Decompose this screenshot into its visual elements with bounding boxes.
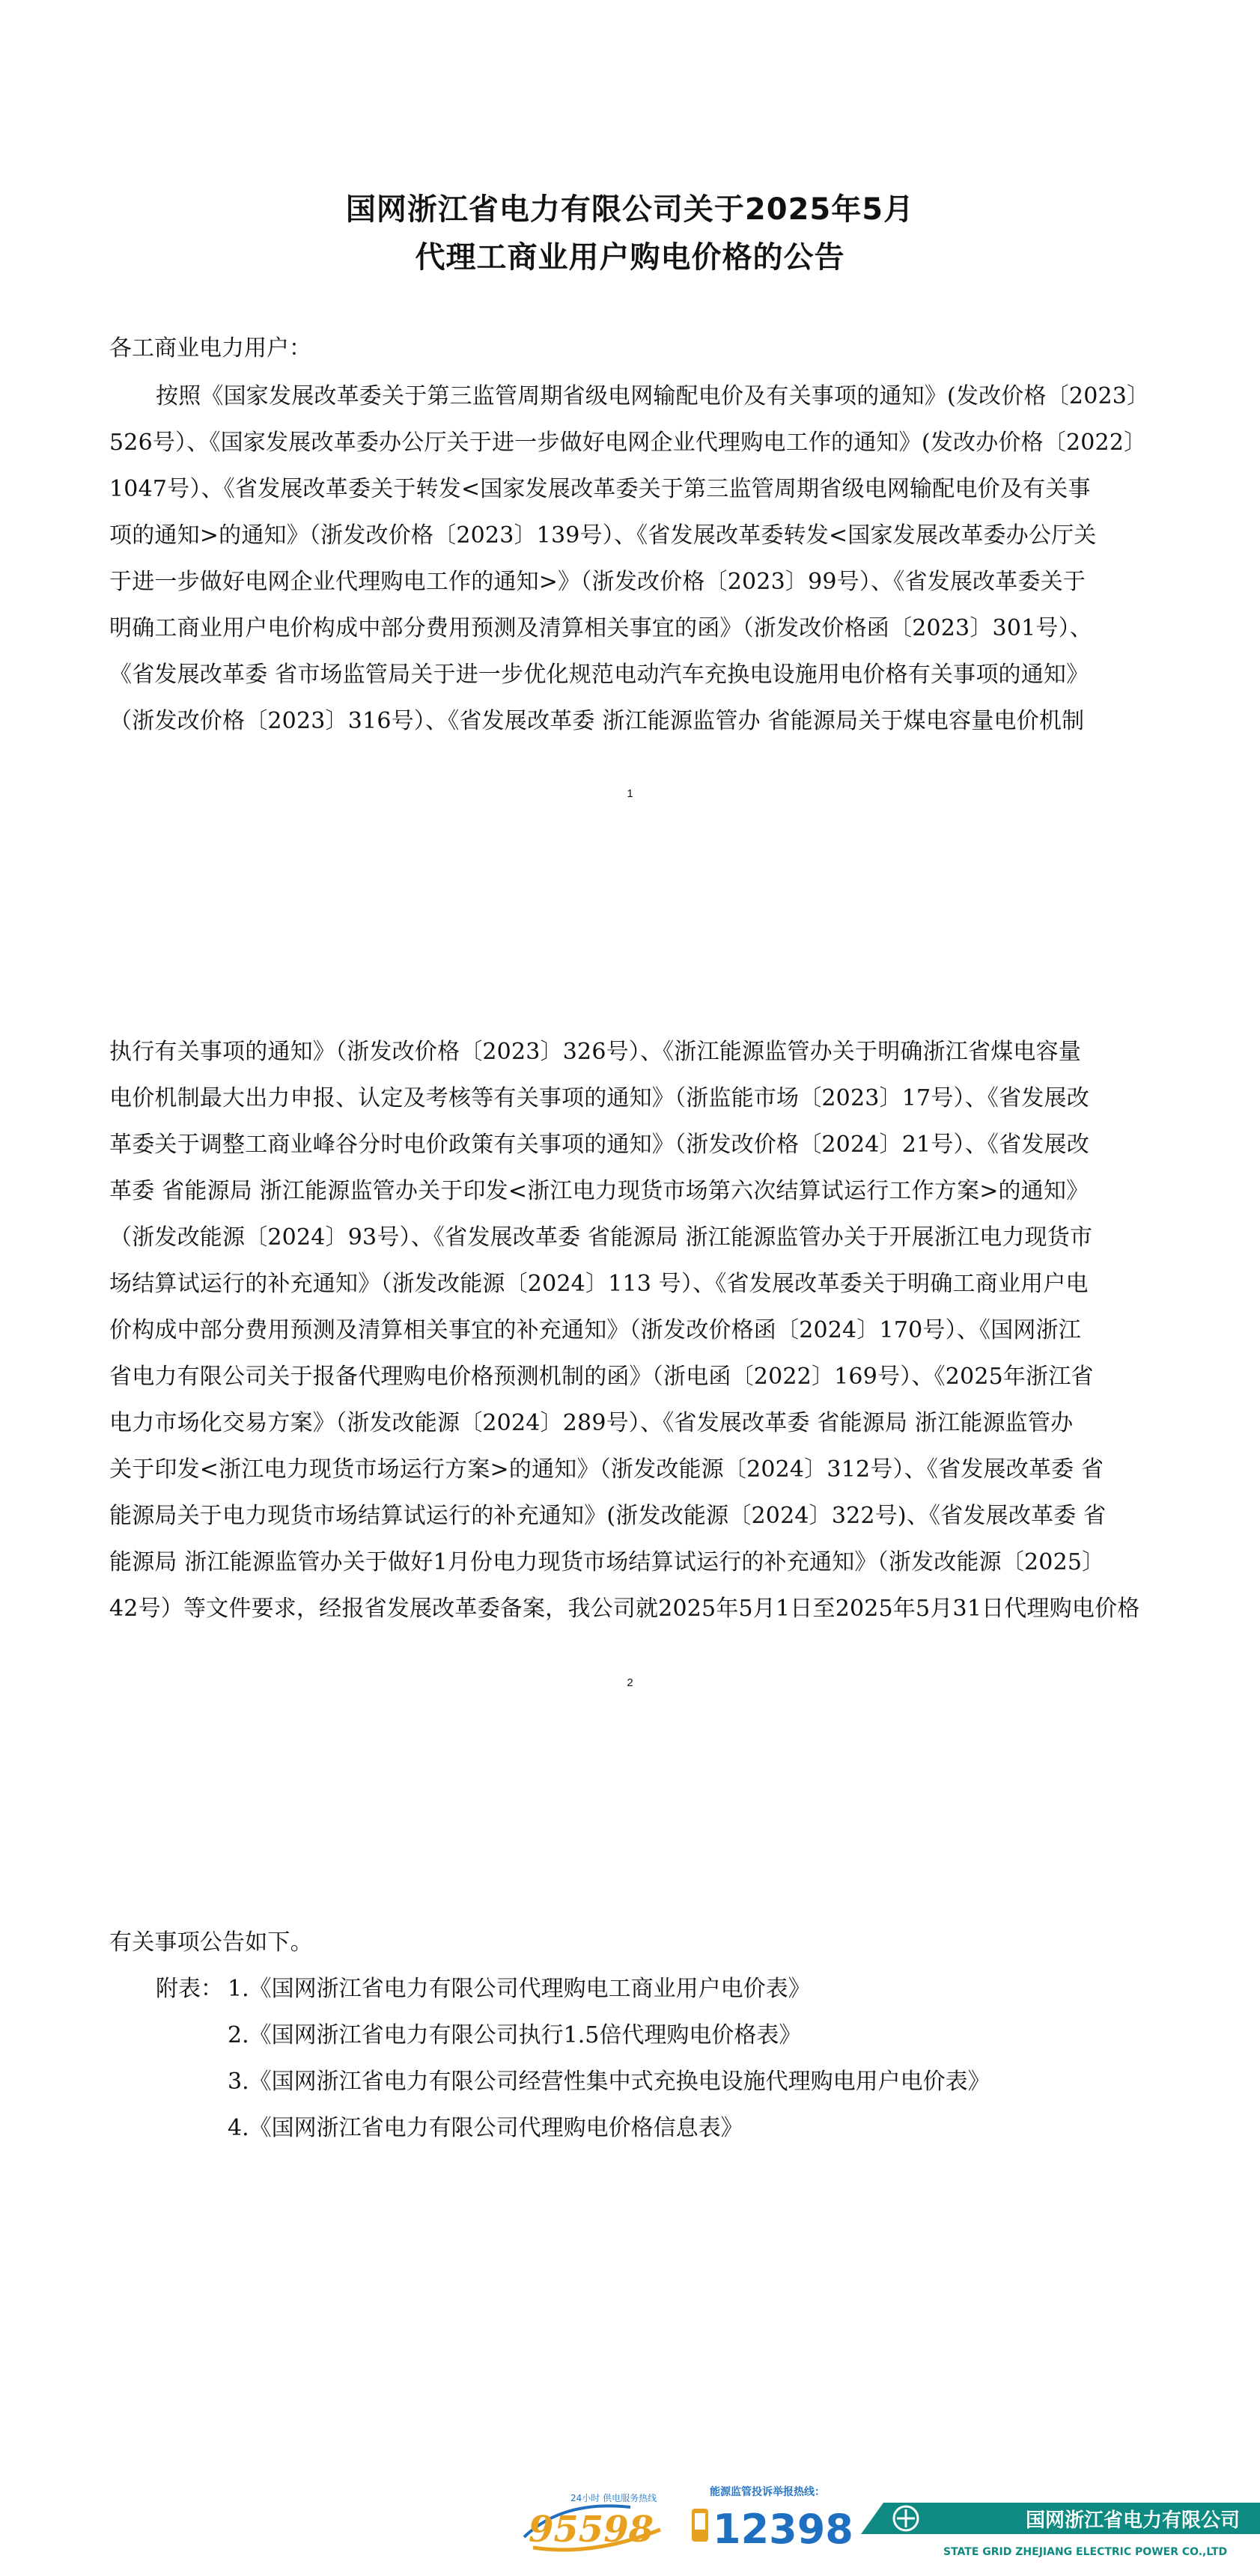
body-line: 革委 省能源局 浙江能源监管办关于印发<浙江电力现货市场第六次结算试运行工作方案>的通知》 (109, 1178, 1089, 1204)
body-line: 电价机制最大出力申报、认定及考核等有关事项的通知》（浙监能市场〔2023〕17号）、《省发展改 (109, 1085, 1089, 1111)
document-title-line-1: 国网浙江省电力有限公司关于2025年5月 (345, 192, 915, 227)
body-line: 价构成中部分费用预测及清算相关事宜的补充通知》（浙发改价格函〔2024〕170号）、《国网浙江 (109, 1317, 1082, 1343)
body-line: 革委关于调整工商业峰谷分时电价政策有关事项的通知》（浙发改价格〔2024〕21号）、《省发展改 (109, 1132, 1089, 1158)
attachment-item: 4.《国网浙江省电力有限公司代理购电价格信息表》 (228, 2115, 743, 2141)
hotline-95598-tag: 24小时 供电服务热线 (570, 2493, 657, 2503)
body-line: 明确工商业用户电价构成中部分费用预测及清算相关事宜的函》（浙发改价格函〔2023〕301号）、 (109, 615, 1093, 641)
page-number: 1 (627, 787, 633, 800)
body-line: 省电力有限公司关于报备代理购电价格预测机制的函》（浙电函〔2022〕169号）、《2025年浙江省 (109, 1364, 1094, 1390)
hotline-12398-number: 12398 (713, 2506, 853, 2553)
body-line: 能源局 浙江能源监管办关于做好1月份电力现货市场结算试运行的补充通知》（浙发改能源〔2025〕 (109, 1549, 1105, 1575)
document-title-line-2: 代理工商业用户购电价格的公告 (415, 240, 845, 275)
company-banner (861, 2503, 1260, 2563)
body-line: 按照《国家发展改革委关于第三监管周期省级电网输配电价及有关事项的通知》(发改价格〔2023〕 (156, 383, 1150, 409)
body-line: 526号）、《国家发展改革委办公厅关于进一步做好电网企业代理购电工作的通知》(发改办价格〔2022〕 (109, 430, 1147, 456)
body-line: 《省发展改革委 省市场监管局关于进一步优化规范电动汽车充换电设施用电价格有关事项的通知》 (109, 662, 1089, 688)
hotline-95598-number: 95598 (529, 2509, 654, 2551)
hotline-12398-tag: 能源监管投诉举报热线： (710, 2486, 825, 2498)
body-line: 项的通知>的通知》（浙发改价格〔2023〕139号）、《省发展改革委转发<国家发展改革委办公厅关 (109, 522, 1097, 549)
company-name-cn: 国网浙江省电力有限公司 (1026, 2509, 1241, 2532)
attachments-label: 附表： (156, 1976, 223, 2002)
body-line: 42号）等文件要求，经报省发展改革委备案，我公司就2025年5月1日至2025年5月31日代理购电价格 (109, 1596, 1140, 1622)
company-name-en: STATE GRID ZHEJIANG ELECTRIC POWER CO.,LTD (943, 2546, 1228, 2558)
hotline-95598-logo (518, 2485, 668, 2557)
body-line: （浙发改价格〔2023〕316号）、《省发展改革委 浙江能源监管办 省能源局关于煤电容量电价机制 (109, 708, 1085, 734)
page-number: 2 (627, 1676, 633, 1689)
attachment-item: 2.《国网浙江省电力有限公司执行1.5倍代理购电价格表》 (228, 2022, 802, 2048)
body-line: （浙发改能源〔2024〕93号）、《省发展改革委 省能源局 浙江能源监管办关于开展浙江电力现货市 (109, 1224, 1093, 1251)
body-line: 关于印发<浙江电力现货市场运行方案>的通知》（浙发改能源〔2024〕312号）、《省发展改革委 省 (109, 1456, 1104, 1483)
body-line: 1047号）、《省发展改革委关于转发<国家发展改革委关于第三监管周期省级电网输配电价及有关事 (109, 476, 1091, 502)
hotline-12398-logo (687, 2479, 853, 2558)
body-line: 能源局关于电力现货市场结算试运行的补充通知》(浙发改能源〔2024〕322号)、《省发展改革委 省 (109, 1503, 1107, 1529)
attachment-item: 3.《国网浙江省电力有限公司经营性集中式充换电设施代理购电用户电价表》 (228, 2069, 990, 2095)
body-line: 于进一步做好电网企业代理购电工作的通知>》（浙发改价格〔2023〕99号）、《省发展改革委关于 (109, 569, 1086, 595)
attachment-item: 1.《国网浙江省电力有限公司代理购电工商业用户电价表》 (228, 1976, 811, 2002)
body-line: 电力市场化交易方案》（浙发改能源〔2024〕289号）、《省发展改革委 省能源局 浙江能源监管办 (109, 1410, 1074, 1436)
salutation: 各工商业电力用户： (109, 335, 311, 361)
body-line: 执行有关事项的通知》（浙发改价格〔2023〕326号）、《浙江能源监管办关于明确浙江省煤电容量 (109, 1039, 1082, 1065)
body-line: 场结算试运行的补充通知》（浙发改能源〔2024〕113 号）、《省发展改革委关于明确工商业用户电 (109, 1271, 1089, 1297)
body-line: 有关事项公告如下。 (109, 1929, 313, 1956)
